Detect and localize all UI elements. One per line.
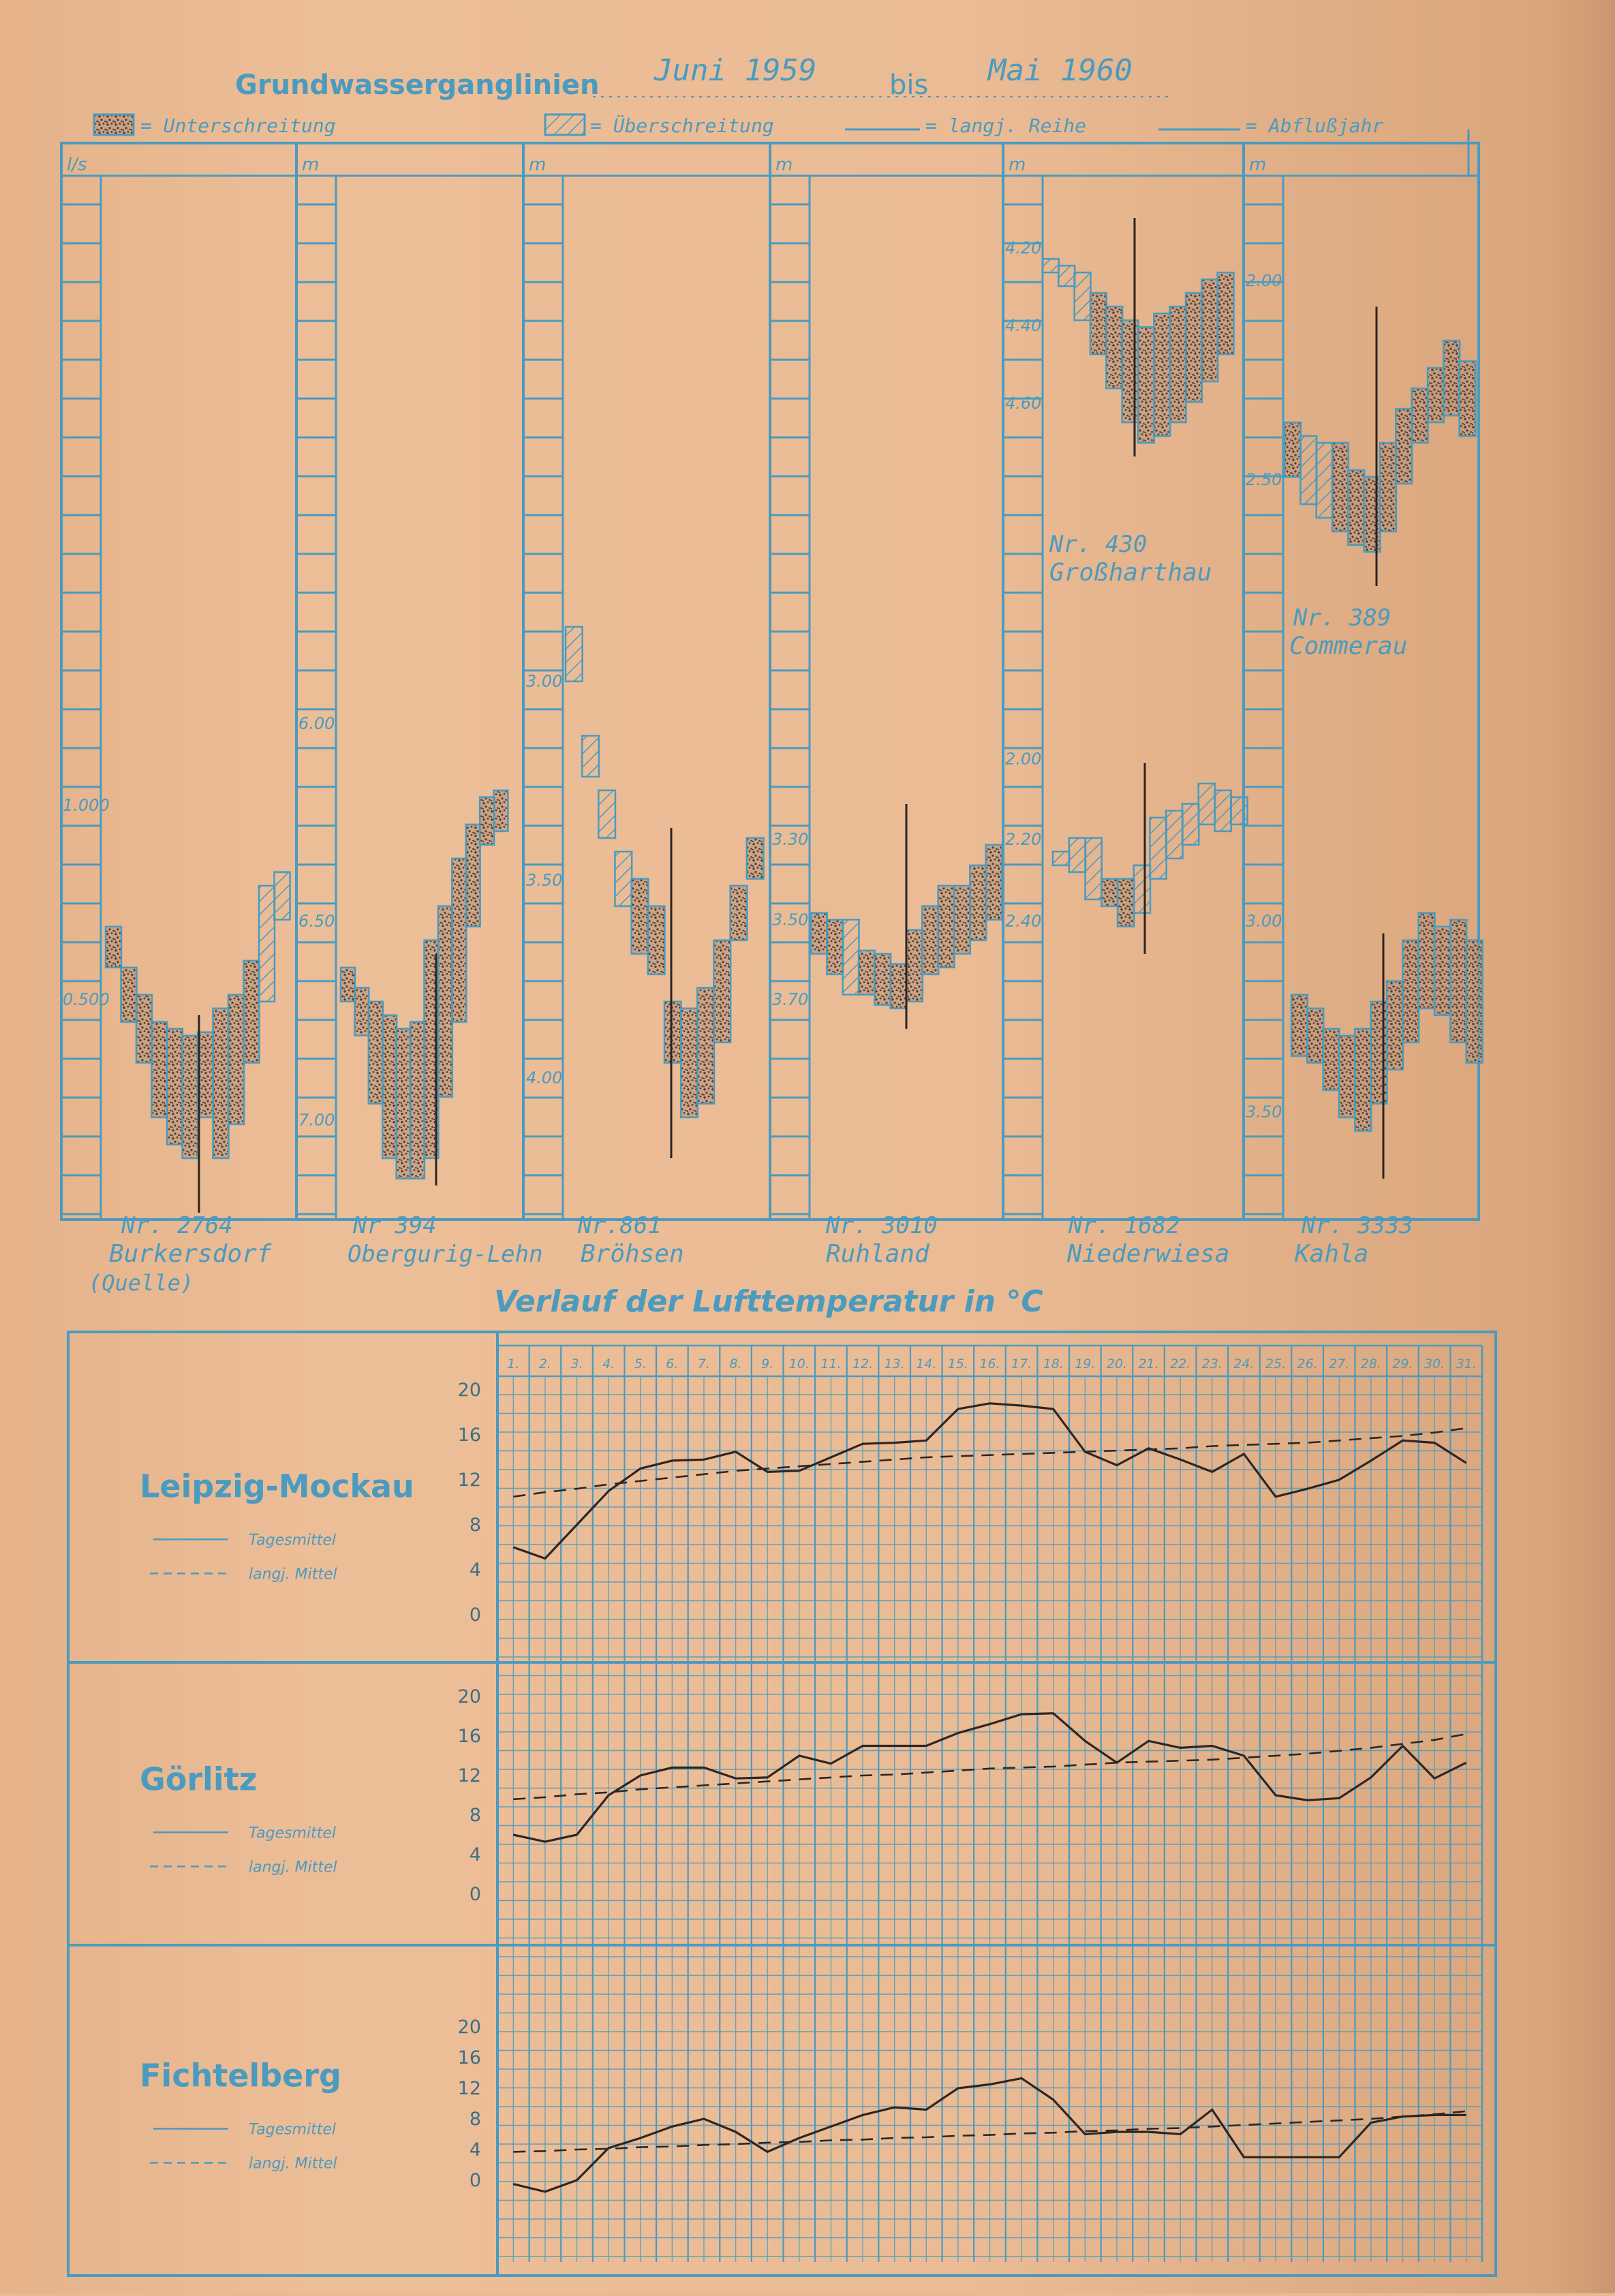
hydrograph-step — [1307, 1008, 1323, 1063]
panel-unit-6: m — [1249, 155, 1266, 175]
hydrograph-step — [1118, 879, 1134, 927]
hydrograph-step — [1218, 273, 1234, 354]
hydrograph-step — [1134, 865, 1150, 913]
legend-over-swatch — [545, 114, 585, 135]
hydrograph-step — [938, 886, 955, 967]
hydrograph-step — [1355, 1029, 1371, 1131]
hydrograph-step — [1285, 422, 1301, 477]
hydrograph-step — [397, 1029, 411, 1179]
y-tick-label: 12 — [458, 1765, 481, 1786]
hydrograph-step — [954, 886, 970, 954]
station-name-burkersdorf: Burkersdorf — [109, 1240, 272, 1268]
tick-label-p2: 6.50 — [298, 912, 335, 931]
hydrograph-step — [341, 967, 355, 1002]
hydrograph-step — [827, 920, 843, 974]
hydrograph-step — [1075, 273, 1091, 320]
tick-label-p1: 1.000 — [63, 796, 110, 815]
hydrograph-step — [1154, 313, 1170, 436]
hydrograph-step — [1450, 920, 1466, 1042]
day-label: 10. — [789, 1356, 810, 1371]
hydrograph-step — [369, 1002, 383, 1104]
station-number-861: Nr.861 — [577, 1212, 662, 1239]
day-label: 1. — [507, 1356, 519, 1371]
day-label: 26. — [1297, 1356, 1318, 1371]
hydrograph-step — [1106, 307, 1122, 388]
hydrograph-step — [1348, 470, 1364, 545]
y-tick-label: 8 — [470, 2109, 481, 2130]
ladder-border — [770, 176, 810, 1220]
hydrograph-step — [382, 1015, 397, 1158]
station-number-3333: Nr. 3333 — [1301, 1212, 1413, 1239]
hydrograph-step — [615, 852, 632, 906]
temperature-title: Verlauf der Lufttemperatur in °C — [494, 1284, 1043, 1319]
hydrograph-step — [843, 920, 859, 995]
temperature-charts — [68, 1332, 1496, 2276]
day-label: 12. — [852, 1356, 873, 1371]
hydrograph-step — [121, 967, 137, 1022]
hydrograph-brohsen — [566, 627, 764, 1158]
day-label: 16. — [979, 1356, 1000, 1371]
tick-label-p5-bottom: 2.20 — [1005, 830, 1041, 849]
hydrograph-commerau — [1285, 307, 1476, 586]
station-name-commerau: Commerau — [1289, 632, 1407, 660]
hydrograph-kahla — [1291, 913, 1483, 1179]
hydrograph-step — [970, 865, 986, 940]
tick-label-p1: 0.500 — [63, 990, 110, 1009]
panel-scale-ladder-2 — [296, 176, 336, 1220]
panel-unit-1: l/s — [67, 155, 87, 175]
station-name-ruhland: Ruhland — [826, 1240, 930, 1268]
day-label: 21. — [1138, 1356, 1158, 1371]
tick-label-p5-top: 4.20 — [1005, 238, 1041, 258]
tick-label-p5-top: 4.40 — [1005, 316, 1041, 335]
y-tick-label: 20 — [458, 2017, 481, 2038]
panel-scale-ladder-6 — [1244, 176, 1283, 1220]
hydrograph-step — [1419, 913, 1435, 1008]
hydrograph-step — [1122, 320, 1139, 422]
y-tick-label: 4 — [470, 2139, 481, 2160]
panel-unit-5: m — [1009, 155, 1026, 175]
tick-label-p4: 3.50 — [772, 910, 808, 929]
hydrograph-step — [452, 858, 466, 1022]
period-to: Mai 1960 — [987, 53, 1133, 88]
tick-label-p4: 3.30 — [772, 830, 808, 849]
hydrograph-step — [1053, 852, 1069, 865]
tick-label-p6-bottom: 3.00 — [1246, 912, 1282, 931]
day-label: 13. — [885, 1356, 905, 1371]
tick-label-p3: 4.00 — [526, 1068, 562, 1087]
hydrograph-step — [1412, 388, 1428, 443]
ladder-border — [1244, 176, 1283, 1220]
station-number-1682: Nr. 1682 — [1068, 1212, 1180, 1239]
hydrograph-step — [106, 927, 121, 967]
hydrograph-step — [1186, 293, 1202, 402]
legend-longterm-label: langj. Mittel — [249, 1566, 337, 1583]
day-label: 8. — [730, 1356, 742, 1371]
day-label: 23. — [1202, 1356, 1222, 1371]
hydrograph-step — [891, 964, 907, 1008]
day-label: 4. — [602, 1356, 615, 1371]
day-label: 30. — [1424, 1356, 1445, 1371]
panel-scale-ladder-3 — [523, 176, 563, 1220]
station-name-kahla: Kahla — [1294, 1240, 1368, 1268]
tick-label-p6-top: 2.50 — [1246, 470, 1282, 489]
hydrograph-step — [410, 1022, 425, 1179]
legend-daily-label: Tagesmittel — [249, 1825, 336, 1842]
hydrograph-step — [811, 913, 827, 954]
temperature-panel-2 — [140, 1686, 1466, 1905]
hydrograph-step — [136, 995, 152, 1063]
hydrograph-step — [1090, 293, 1107, 354]
hydrograph-grossharthau — [1043, 218, 1234, 456]
y-tick-label: 8 — [470, 1515, 481, 1536]
day-label: 6. — [666, 1356, 678, 1371]
legend-over: = Überschreitung — [590, 114, 774, 137]
hydrograph-step — [632, 879, 649, 954]
legend-daily-label: Tagesmittel — [249, 1532, 336, 1549]
station-number-394: Nr 394 — [352, 1212, 437, 1239]
station-name-niederwiesa: Niederwiesa — [1066, 1240, 1229, 1268]
hydrograph-step — [1434, 927, 1451, 1015]
tick-label-p2: 7.00 — [298, 1111, 335, 1130]
day-label: 5. — [634, 1356, 647, 1371]
period-from: Juni 1959 — [653, 53, 816, 88]
hydrograph-step — [922, 906, 938, 974]
hydrograph-step — [354, 988, 369, 1036]
station-name-grossharthau: Großharthau — [1049, 559, 1212, 587]
hydrograph-step — [1460, 361, 1476, 436]
panel-unit-3: m — [529, 155, 546, 175]
tick-label-p4: 3.70 — [772, 990, 808, 1009]
y-tick-label: 16 — [458, 2047, 481, 2068]
y-tick-label: 16 — [458, 1425, 481, 1446]
hydrograph-step — [1428, 368, 1444, 422]
station-name-obergurig-lehn: Obergurig-Lehn — [348, 1241, 543, 1268]
hydrograph-step — [275, 872, 290, 920]
tick-label-p3: 3.50 — [526, 871, 562, 890]
hydrograph-step — [1201, 279, 1218, 382]
hydrograph-step — [566, 627, 583, 681]
hydrograph-step — [438, 906, 452, 1097]
hydrograph-step — [480, 797, 494, 845]
hydrograph-step — [244, 961, 260, 1063]
hydrograph-step — [1138, 327, 1154, 443]
tick-label-p5-bottom: 2.00 — [1005, 749, 1041, 769]
station-number-2764: Nr. 2764 — [121, 1212, 233, 1239]
y-tick-label: 4 — [470, 1560, 481, 1581]
hydrograph-step — [1043, 259, 1059, 273]
hydrograph-step — [1402, 940, 1419, 1042]
groundwater-panels — [61, 129, 1479, 1220]
hydrograph-step — [859, 950, 875, 995]
station-number-3010: Nr. 3010 — [825, 1212, 938, 1239]
hydrograph-step — [1396, 409, 1412, 484]
y-tick-label: 4 — [470, 1844, 481, 1865]
hydrograph-step — [1166, 811, 1182, 858]
hydrograph-step — [1380, 443, 1396, 531]
day-label: 28. — [1361, 1356, 1381, 1371]
tick-label-p6-top: 2.00 — [1246, 271, 1282, 290]
y-tick-label: 12 — [458, 1470, 481, 1491]
hydrograph-step — [1231, 797, 1247, 824]
hydrograph-step — [1150, 818, 1167, 879]
station-title: Fichtelberg — [140, 2058, 341, 2094]
hydrograph-step — [213, 1008, 229, 1158]
tick-label-p3: 3.00 — [526, 672, 562, 691]
day-label: 25. — [1265, 1356, 1286, 1371]
y-tick-label: 12 — [458, 2078, 481, 2099]
day-label: 9. — [761, 1356, 773, 1371]
hydrograph-step — [697, 988, 714, 1104]
day-label: 18. — [1043, 1356, 1064, 1371]
day-label: 20. — [1107, 1356, 1127, 1371]
groundwater-title: Grundwasserganglinien — [235, 69, 600, 101]
hydrograph-step — [1199, 784, 1215, 824]
hydrograph-step — [582, 736, 599, 777]
station-number-430: Nr. 430 — [1049, 531, 1147, 558]
day-label: 19. — [1075, 1356, 1095, 1371]
hydrograph-step — [1215, 790, 1231, 831]
day-label: 24. — [1233, 1356, 1254, 1371]
hydrograph-step — [598, 790, 615, 838]
hydrograph-step — [1387, 981, 1403, 1070]
hydrograph-step — [259, 886, 275, 1002]
hydrograph-step — [874, 954, 891, 1005]
hydrograph-obergurig-lehn — [341, 790, 508, 1185]
legend-longterm-label: langj. Mittel — [249, 2156, 337, 2173]
day-label: 2. — [539, 1356, 551, 1371]
legend-under-swatch — [94, 114, 134, 135]
day-label: 17. — [1011, 1356, 1032, 1371]
hydrograph-step — [1371, 1002, 1387, 1104]
panel-unit-4: m — [775, 155, 793, 175]
day-label: 27. — [1329, 1356, 1349, 1371]
hydrograph-step — [1291, 995, 1308, 1056]
hydrograph-step — [730, 886, 748, 940]
y-tick-label: 20 — [458, 1380, 481, 1401]
hydrograph-step — [167, 1029, 183, 1145]
hydrograph-step — [1466, 940, 1483, 1063]
hydrograph-step — [466, 824, 480, 927]
y-tick-label: 0 — [470, 1604, 481, 1626]
station-number-389: Nr. 389 — [1293, 604, 1391, 632]
day-label: 31. — [1456, 1356, 1477, 1371]
legend-runoff-year: = Abflußjahr — [1246, 114, 1383, 137]
period-bis: bis — [889, 69, 928, 101]
hydrograph-step — [1170, 307, 1186, 422]
panel-unit-2: m — [302, 155, 319, 175]
hydrograph-step — [681, 1008, 698, 1117]
day-label: 22. — [1170, 1356, 1190, 1371]
hydrograph-step — [1069, 838, 1086, 872]
hydrograph-step — [664, 1002, 681, 1063]
ladder-border — [296, 176, 336, 1220]
tick-label-p5-bottom: 2.40 — [1005, 912, 1041, 931]
hydrograph-step — [494, 790, 508, 831]
legend-longterm-label: langj. Mittel — [249, 1859, 337, 1876]
hydrograph-step — [1300, 436, 1317, 504]
ladder-border — [61, 176, 101, 1220]
hydrograph-step — [648, 906, 665, 974]
day-label: 7. — [698, 1356, 710, 1371]
hydrograph-step — [1443, 341, 1460, 416]
hydrograph-step — [1086, 838, 1102, 899]
hydrograph-step — [1182, 804, 1199, 845]
y-tick-label: 20 — [458, 1686, 481, 1707]
hydrograph-step — [152, 1022, 168, 1117]
day-label: 29. — [1392, 1356, 1413, 1371]
day-label: 11. — [820, 1356, 841, 1371]
day-label: 15. — [948, 1356, 968, 1371]
hydrograph-step — [1332, 443, 1349, 531]
station-title: Leipzig-Mockau — [140, 1468, 414, 1505]
legend-daily-label: Tagesmittel — [249, 2122, 336, 2139]
panel-scale-ladder-4 — [770, 176, 810, 1220]
hydrograph-step — [1364, 477, 1381, 552]
hydrograph-step — [183, 1036, 198, 1158]
hydrograph-step — [1058, 266, 1075, 286]
ladder-border — [523, 176, 563, 1220]
y-tick-label: 8 — [470, 1805, 481, 1826]
station-title: Görlitz — [140, 1761, 257, 1798]
station-note-quelle: (Quelle) — [89, 1270, 194, 1296]
panel-scale-ladder-1 — [61, 176, 101, 1220]
day-label: 14. — [916, 1356, 936, 1371]
day-label: 3. — [570, 1356, 583, 1371]
hydrograph-step — [228, 995, 244, 1124]
hydrograph-step — [1323, 1029, 1340, 1090]
hydrograph-step — [1339, 1036, 1355, 1117]
temperature-panel-1 — [140, 1380, 1466, 1626]
tick-label-p6-bottom: 3.50 — [1246, 1102, 1282, 1121]
hydrograph-burkersdorf — [106, 872, 290, 1213]
hydrograph-step — [1317, 443, 1333, 518]
hydrograph-step — [1101, 879, 1118, 906]
tick-label-p5-top: 4.60 — [1005, 394, 1041, 413]
hydrograph-step — [906, 930, 923, 1002]
tick-label-p2: 6.00 — [298, 714, 335, 733]
y-tick-label: 16 — [458, 1726, 481, 1747]
hydrograph-step — [986, 845, 1002, 920]
hydrograph-step — [747, 838, 764, 879]
hydrograph-step — [714, 940, 731, 1042]
y-tick-label: 0 — [470, 2170, 481, 2191]
station-name-brohsen: Bröhsen — [581, 1240, 684, 1268]
y-tick-label: 0 — [470, 1884, 481, 1905]
temperature-panel-3 — [140, 2017, 1466, 2192]
legend-long-term: = langj. Reihe — [925, 114, 1086, 137]
hydrograph-niederwiesa — [1053, 763, 1248, 954]
legend-under: = Unterschreitung — [140, 114, 336, 137]
hydrograph-ruhland — [811, 804, 1002, 1029]
